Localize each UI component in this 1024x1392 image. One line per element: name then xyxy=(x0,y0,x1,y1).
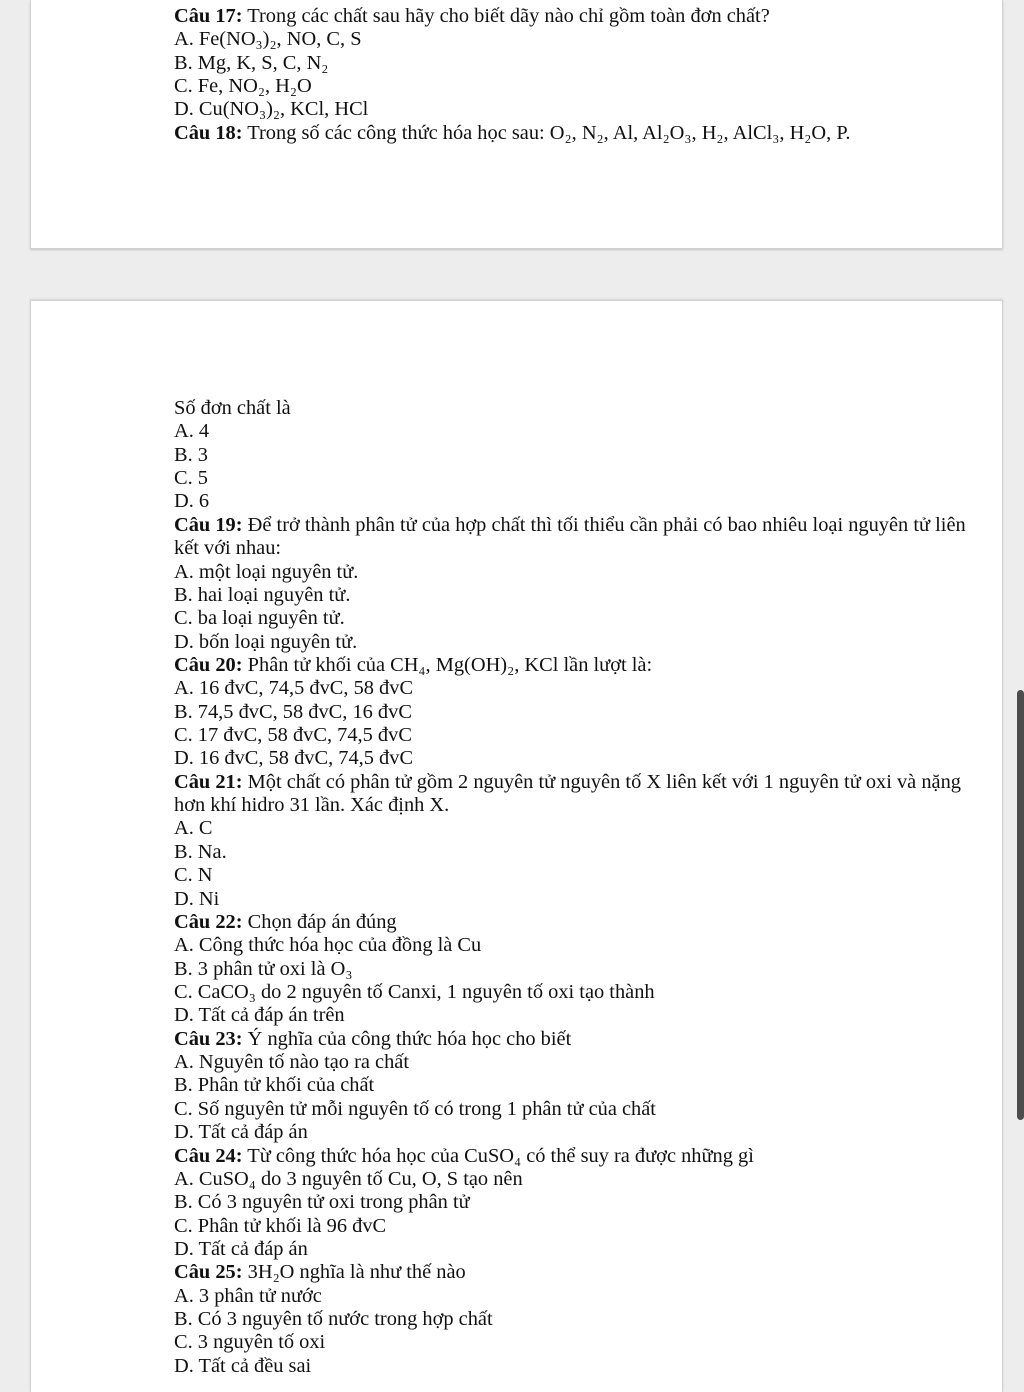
question-stem xyxy=(174,1261,1002,1284)
question-text: Phân tử khối của CH₄, Mg(OH)₂, KCl lần lượt là: xyxy=(247,653,653,676)
answer-option-a: A. 16 đvC, 74,5 đvC, 58 đvC xyxy=(174,677,414,700)
answer-option-a: A. 4 xyxy=(174,420,210,443)
question-number: Câu 21: xyxy=(174,770,243,793)
question-stem xyxy=(174,911,1002,934)
question-number: Câu 22: xyxy=(174,910,243,933)
question-stem xyxy=(174,1028,1002,1051)
answer-option-c: C. N xyxy=(174,864,213,887)
answer-option-b: B. Có 3 nguyên tử oxi trong phân tử xyxy=(174,1191,470,1214)
answer-option-d: D. Cu(NO₃)₂, KCl, HCl xyxy=(174,98,369,121)
answer-option-b: B. hai loại nguyên tử. xyxy=(174,583,351,606)
question-number: Câu 19: xyxy=(174,513,243,536)
answer-option-d: D. 6 xyxy=(174,490,210,513)
answer-option-b: B. 3 xyxy=(174,443,208,466)
question-text: Ý nghĩa của công thức hóa học cho biết xyxy=(247,1027,572,1050)
question-17 xyxy=(174,5,1002,122)
vertical-scrollbar-thumb[interactable] xyxy=(1017,690,1024,1120)
answer-option-c: C. Phân tử khối là 96 đvC xyxy=(174,1214,387,1237)
question-stem xyxy=(174,5,1002,28)
answer-option-c: C. 17 đvC, 58 đvC, 74,5 đvC xyxy=(174,724,412,747)
question-number: Câu 20: xyxy=(174,653,243,676)
question-text: Trong các chất sau hãy cho biết dãy nào chỉ gồm toàn đơn chất? xyxy=(247,5,770,27)
answer-option-b: B. 74,5 đvC, 58 đvC, 16 đvC xyxy=(174,700,412,723)
question-number: Câu 18: xyxy=(174,121,243,144)
question-text-continued: kết với nhau: xyxy=(174,537,282,560)
document-page xyxy=(30,300,1003,1392)
answer-option-b: B. Phân tử khối của chất xyxy=(174,1074,375,1097)
answer-option-b: B. 3 phân tử oxi là O₃ xyxy=(174,957,353,980)
answer-option-a: A. Công thức hóa học của đồng là Cu xyxy=(174,934,482,957)
document-page xyxy=(30,0,1003,249)
answer-option-a: A. 3 phân tử nước xyxy=(174,1284,322,1307)
answer-option-c: C. Số nguyên tử mỗi nguyên tố có trong 1 phân tử của chất xyxy=(174,1097,656,1120)
question-stem xyxy=(174,122,1002,145)
question-text: Một chất có phân tử gồm 2 nguyên tử nguyên tố X liên kết với 1 nguyên tử oxi và nặng xyxy=(247,770,961,793)
answer-option-d: D. bốn loại nguyên tử. xyxy=(174,630,358,653)
answer-option-c: C. ba loại nguyên tử. xyxy=(174,607,345,630)
answer-option-a: A. C xyxy=(174,817,213,840)
answer-option-d: D. 16 đvC, 58 đvC, 74,5 đvC xyxy=(174,747,414,770)
question-24 xyxy=(174,1145,1002,1262)
question-stem xyxy=(174,654,1002,677)
question-text: 3H₂O nghĩa là như thế nào xyxy=(247,1261,466,1284)
answer-option-a: A. CuSO₄ do 3 nguyên tố Cu, O, S tạo nên xyxy=(174,1167,523,1190)
question-22 xyxy=(174,911,1002,1028)
answer-option-d: D. Tất cả đều sai xyxy=(174,1354,312,1377)
answer-option-d: D. Tất cả đáp án xyxy=(174,1121,308,1144)
question-text: Để trở thành phân tử của hợp chất thì tối thiểu cần phải có bao nhiêu loại nguyên tử liên xyxy=(247,513,966,536)
answer-option-a: A. Fe(NO₃)₂, NO, C, S xyxy=(174,28,362,51)
question-text-continued: Số đơn chất là xyxy=(174,397,291,419)
answer-option-d: D. Ni xyxy=(174,887,220,910)
question-text: Trong số các công thức hóa học sau: O₂, N₂, Al, Al₂O₃, H₂, AlCl₃, H₂O, P. xyxy=(247,121,851,144)
question-stem xyxy=(174,514,1002,537)
question-stem xyxy=(174,771,1002,794)
question-text-continued: hơn khí hidro 31 lần. Xác định X. xyxy=(174,794,450,817)
question-text: Từ công thức hóa học của CuSO₄ có thể suy ra được những gì xyxy=(247,1144,754,1167)
question-stem xyxy=(174,1145,1002,1168)
answer-option-c: C. Fe, NO₂, H₂O xyxy=(174,75,312,98)
answer-option-c: C. 5 xyxy=(174,467,208,490)
answer-option-b: B. Mg, K, S, C, N₂ xyxy=(174,51,329,74)
answer-option-b: B. Na. xyxy=(174,840,227,863)
answer-option-c: C. CaCO₃ do 2 nguyên tố Canxi, 1 nguyên tố oxi tạo thành xyxy=(174,980,655,1003)
question-18 xyxy=(174,122,1002,145)
question-18-continued xyxy=(174,397,1002,514)
question-21 xyxy=(174,771,1002,911)
question-number: Câu 24: xyxy=(174,1144,243,1167)
answer-option-a: A. Nguyên tố nào tạo ra chất xyxy=(174,1051,409,1074)
question-25 xyxy=(174,1261,1002,1378)
answer-option-d: D. Tất cả đáp án xyxy=(174,1237,308,1260)
answer-option-d: D. Tất cả đáp án trên xyxy=(174,1004,345,1027)
question-23 xyxy=(174,1028,1002,1145)
question-19 xyxy=(174,514,1002,654)
question-text: Chọn đáp án đúng xyxy=(247,910,397,933)
question-number: Câu 25: xyxy=(174,1261,243,1284)
answer-option-a: A. một loại nguyên tử. xyxy=(174,560,359,583)
answer-option-c: C. 3 nguyên tố oxi xyxy=(174,1331,326,1354)
question-20 xyxy=(174,654,1002,771)
answer-option-b: B. Có 3 nguyên tố nước trong hợp chất xyxy=(174,1308,493,1331)
question-number: Câu 23: xyxy=(174,1027,243,1050)
question-number: Câu 17: xyxy=(174,5,243,27)
